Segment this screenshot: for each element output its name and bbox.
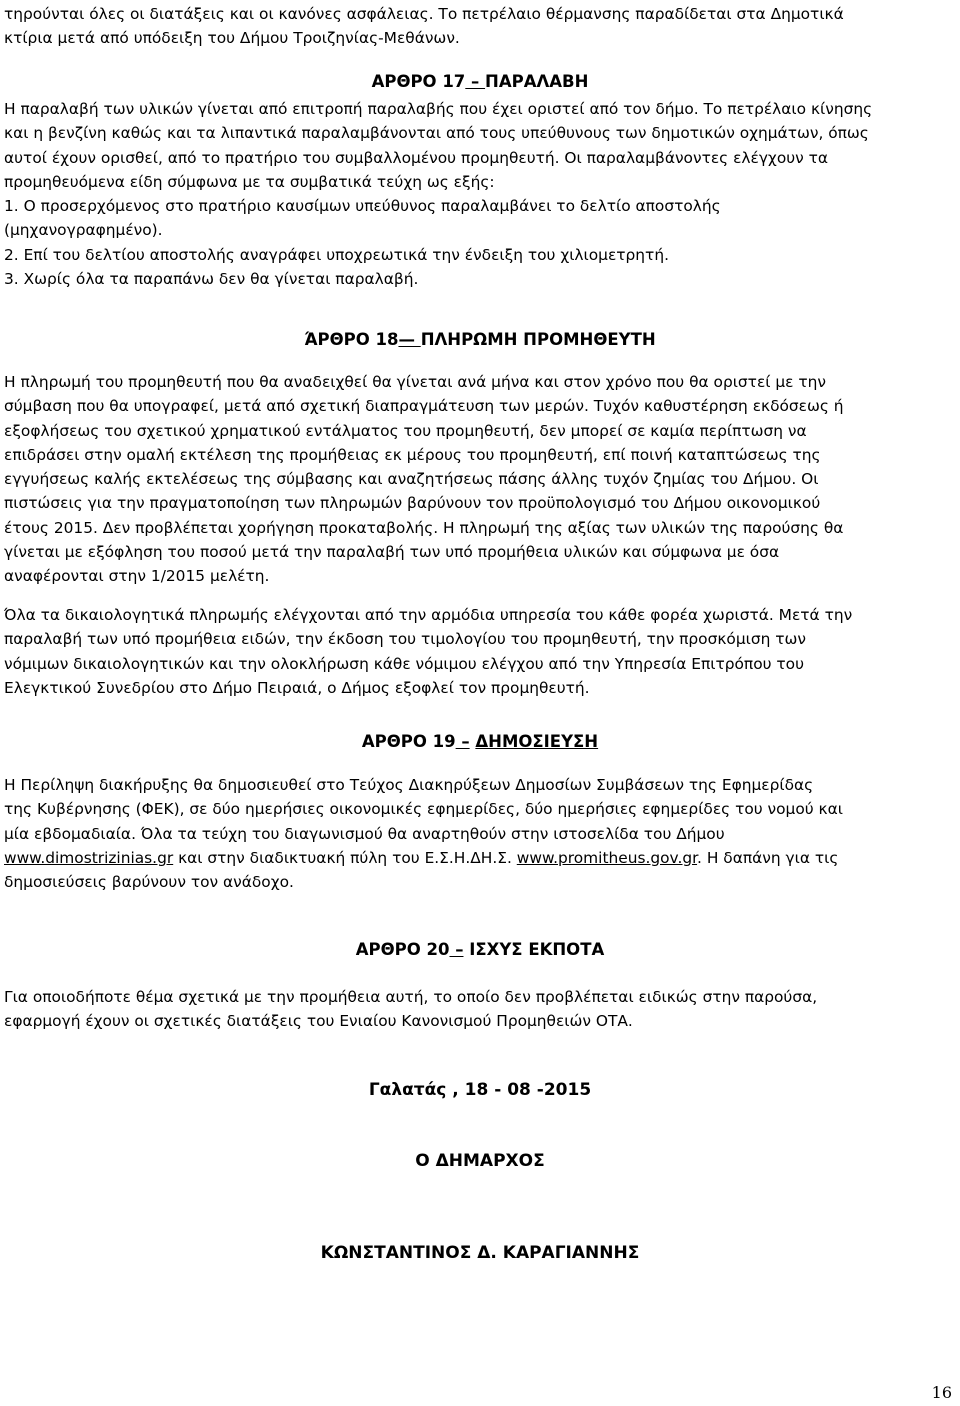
article-18-line: επιδράσει στην ομαλή εκτέλεση της προμήθειας εκ μέρους του προμηθευτή, επί ποινή καταπτώσεως της (4, 445, 821, 464)
article-19-heading (4, 730, 956, 754)
intro-paragraph (4, 2, 956, 51)
article-17-body (4, 97, 956, 291)
article-20-line: εφαρμογή έχουν οι σχετικές διατάξεις του Ενιαίου Κανονισμού Προμηθειών ΟΤΑ. (4, 1012, 633, 1031)
article-18-line: νόμιμων δικαιολογητικών και την ολοκλήρωση κάθε νόμιμου ελέγχου από την Υπηρεσία Επιτρόπου του (4, 654, 804, 673)
signatory-name: ΚΩΝΣΤΑΝΤΙΝΟΣ Δ. ΚΑΡΑΓΙΑΝΝΗΣ (320, 1243, 640, 1263)
article-18-line: Όλα τα δικαιολογητικά πληρωμής ελέγχονται από την αρμόδια υπηρεσία του κάθε φορέα χωριστά. Μετά την (4, 606, 853, 624)
article-17-title: ΠΑΡΑΛΑΒΗ (485, 72, 589, 91)
article-18-line: παραλαβή των υπό προμήθεια ειδών, την έκδοση του τιμολογίου του προμηθευτή, την προσκόμιση των (4, 630, 806, 649)
article-19-links-line (4, 846, 956, 870)
article-18-line: Η πληρωμή του προμηθευτή που θα αναδειχθεί θα γίνεται ανά μήνα και στον χρόνο που θα οριστεί με την (4, 373, 826, 391)
article-17-line: αυτοί έχουν ορισθεί, από το πρατήριο του συμβαλλομένου προμηθευτή. Οι παραλαμβάνοντες ελέγχουν τα (4, 148, 829, 167)
article-19-number: ΑΡΘΡΟ 19 (361, 732, 456, 751)
article-17-line: και η βενζίνη καθώς και τα λιπαντικά παραλαμβάνονται από τους υπεύθυνους των δημοτικών οχημάτων, όπως (4, 124, 869, 143)
document-page (4, 0, 956, 1406)
article-19-line: μία εβδομαδιαία. Όλα τα τεύχη του διαγωνισμού θα αναρτηθούν στην ιστοσελίδα του Δήμου (4, 824, 725, 843)
article-18-line: πιστώσεις για την πραγματοποίηση των πληρωμών βαρύνουν τον προϋπολογισμό του Δήμου οικονομικού (4, 494, 821, 513)
article-19-title: ΔΗΜΟΣΙΕΥΣΗ (475, 732, 599, 751)
article-18-number: ΆΡΘΡΟ 18 (304, 330, 399, 349)
intro-line: τηρούνται όλες οι διατάξεις και οι κανόνες ασφάλειας. Το πετρέλαιο θέρμανσης παραδίδεται στα Δημοτικά (4, 5, 844, 23)
article-18-line: Ελεγκτικού Συνεδρίου στο Δήμο Πειραιά, ο Δήμος εξοφλεί τον προμηθευτή. (4, 678, 590, 697)
promitheus-website-link[interactable]: www.promitheus.gov.gr (516, 848, 698, 867)
article-19-link-text: και στην διαδικτυακή πύλη του Ε.Σ.Η.ΔΗ.Σ. (173, 848, 517, 867)
article-18-paragraph-1 (4, 370, 956, 589)
article-17-list-item-cont: (μηχανογραφημένο). (4, 221, 163, 240)
article-19-link-tail: . Η δαπάνη για τις (697, 848, 839, 867)
article-17-line: προμηθευόμενα είδη σύμφωνα με τα συμβατικά τεύχη ως εξής: (4, 172, 495, 191)
article-19-line: δημοσιεύσεις βαρύνουν τον ανάδοχο. (4, 873, 294, 892)
article-20-body (4, 985, 956, 1034)
article-18-line: εγγυήσεως καλής εκτελέσεως της σύμβασης και αναζητήσεως πάσης άλλης τυχόν ζημίας του Δήμου. Οι (4, 470, 819, 489)
article-19-body (4, 773, 956, 894)
article-18-line: γίνεται με εξόφληση του ποσού μετά την παραλαβή των υπό προμήθεια υλικών και σύμφωνα με όσα (4, 543, 780, 562)
dimos-website-link[interactable]: www.dimostrizinias.gr (4, 848, 174, 867)
article-17-line: Η παραλαβή των υλικών γίνεται από επιτροπή παραλαβής που έχει οριστεί από τον δήμο. Το πετρέλαιο κίνησης (4, 100, 873, 118)
signatory-role: Ο ΔΗΜΑΡΧΟΣ (415, 1151, 545, 1171)
intro-line: κτίρια μετά από υπόδειξη του Δήμου Τροιζηνίας-Μεθάνων. (4, 29, 460, 48)
article-18-title: ΠΛΗΡΩΜΗ ΠΡΟΜΗΘΕΥΤΗ (420, 330, 656, 349)
article-20-number: ΑΡΘΡΟ 20 (355, 940, 450, 959)
article-18-paragraph-2 (4, 603, 956, 700)
article-17-list-item: 1. Ο προσερχόμενος στο πρατήριο καυσίμων υπεύθυνος παραλαμβάνει το δελτίο αποστολής (4, 197, 721, 216)
article-19-line: της Κυβέρνησης (ΦΕΚ), σε δύο ημερήσιες οικονομικές εφημερίδες, δύο ημερήσιες εφημερίδες του νομού και (4, 800, 843, 819)
article-18-heading (4, 328, 956, 352)
article-17-heading (4, 70, 956, 94)
article-18-line: εξοφλήσεως του σχετικού χρηματικού εντάλματος του προμηθευτή, δεν μπορεί σε καμία περίπτωση να (4, 421, 807, 440)
article-17-list-item: 2. Επί του δελτίου αποστολής αναγράφει υποχρεωτικά την ένδειξη του χιλιομετρητή. (4, 245, 669, 264)
article-18-line: αναφέρονται στην 1/2015 μελέτη. (4, 567, 270, 586)
article-17-number: ΑΡΘΡΟ 17 (371, 72, 466, 91)
article-17-list-item: 3. Χωρίς όλα τα παραπάνω δεν θα γίνεται παραλαβή. (4, 270, 419, 289)
article-19-line: Η Περίληψη διακήρυξης θα δημοσιευθεί στο Τεύχος Διακηρύξεων Δημοσίων Συμβάσεων της Εφημερίδας (4, 776, 814, 794)
article-17-dash: – (465, 72, 486, 91)
article-20-dash: – (449, 940, 464, 959)
place-date: Γαλατάς , 18 - 08 -2015 (368, 1080, 592, 1100)
article-19-dash: – (455, 732, 470, 751)
article-20-line: Για οποιοδήποτε θέμα σχετικά με την προμήθεια αυτή, το οποίο δεν προβλέπεται ειδικώς στην παρούσα, (4, 988, 818, 1006)
article-20-heading (4, 938, 956, 962)
page-number: 16 (931, 1383, 952, 1402)
article-18-line: έτους 2015. Δεν προβλέπεται χορήγηση προκαταβολής. Η πληρωμή της αξίας των υλικών της παρούσης θα (4, 518, 844, 537)
article-18-dash: — (398, 330, 421, 349)
article-18-line: σύμβαση που θα υπογραφεί, μετά από σχετική διαπραγμάτευση των μερών. Τυχόν καθυστέρηση εκδόσεως ή (4, 397, 844, 416)
article-20-title: ΙΣΧΥΣ ΕΚΠΟΤΑ (469, 940, 605, 959)
